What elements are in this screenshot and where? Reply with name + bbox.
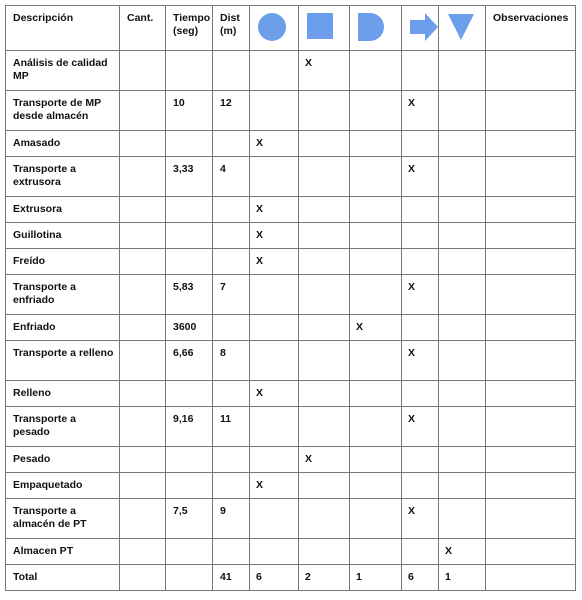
cell-mark bbox=[439, 51, 486, 91]
header-tiempo: Tiempo (seg) bbox=[166, 6, 213, 51]
table-row bbox=[6, 407, 576, 447]
cell-dist bbox=[213, 539, 250, 565]
cell-mark bbox=[350, 407, 402, 447]
table-row bbox=[6, 197, 576, 223]
cell-mark bbox=[299, 157, 350, 197]
cell-mark bbox=[439, 131, 486, 157]
cell-desc: Transporte a pesado bbox=[6, 407, 120, 447]
header-operation bbox=[250, 6, 299, 51]
cell-mark: X bbox=[299, 51, 350, 91]
cell-desc: Total bbox=[6, 565, 120, 591]
cell-mark: X bbox=[250, 131, 299, 157]
cell-mark: 2 bbox=[299, 565, 350, 591]
cell-mark: X bbox=[299, 447, 350, 473]
cell-obs bbox=[486, 249, 576, 275]
cell-tiempo bbox=[166, 473, 213, 499]
cell-obs bbox=[486, 51, 576, 91]
cell-mark bbox=[439, 275, 486, 315]
cell-mark: 6 bbox=[250, 565, 299, 591]
cell-dist: 41 bbox=[213, 565, 250, 591]
cell-mark: 1 bbox=[439, 565, 486, 591]
cell-mark: X bbox=[402, 91, 439, 131]
cell-cant bbox=[120, 131, 166, 157]
cell-mark bbox=[402, 381, 439, 407]
cell-mark: X bbox=[250, 197, 299, 223]
cell-dist: 11 bbox=[213, 407, 250, 447]
cell-desc: Análisis de calidad MP bbox=[6, 51, 120, 91]
cell-mark bbox=[402, 197, 439, 223]
cell-mark bbox=[299, 249, 350, 275]
cell-cant bbox=[120, 499, 166, 539]
cell-obs bbox=[486, 197, 576, 223]
total-row bbox=[6, 565, 576, 591]
cell-mark bbox=[299, 275, 350, 315]
cell-cant bbox=[120, 275, 166, 315]
cell-dist bbox=[213, 381, 250, 407]
cell-cant bbox=[120, 473, 166, 499]
cell-dist bbox=[213, 223, 250, 249]
cell-tiempo bbox=[166, 539, 213, 565]
cell-obs bbox=[486, 315, 576, 341]
cell-mark: X bbox=[402, 499, 439, 539]
cell-mark bbox=[250, 499, 299, 539]
table-row bbox=[6, 249, 576, 275]
table-row bbox=[6, 51, 576, 91]
cell-tiempo: 3,33 bbox=[166, 157, 213, 197]
cell-obs bbox=[486, 539, 576, 565]
cell-mark bbox=[402, 51, 439, 91]
cell-desc: Transporte a enfriado bbox=[6, 275, 120, 315]
d-shape-icon bbox=[357, 12, 385, 42]
cell-cant bbox=[120, 157, 166, 197]
header-inspection bbox=[299, 6, 350, 51]
cell-desc: Transporte de MP desde almacén bbox=[6, 91, 120, 131]
cell-desc: Pesado bbox=[6, 447, 120, 473]
cell-mark bbox=[299, 131, 350, 157]
cell-obs bbox=[486, 341, 576, 381]
table-row bbox=[6, 539, 576, 565]
table-row bbox=[6, 91, 576, 131]
cell-desc: Transporte a relleno bbox=[6, 341, 120, 381]
cell-mark: X bbox=[402, 157, 439, 197]
header-observaciones: Observaciones bbox=[486, 6, 576, 51]
cell-dist: 4 bbox=[213, 157, 250, 197]
cell-tiempo: 10 bbox=[166, 91, 213, 131]
cell-mark bbox=[350, 381, 402, 407]
cell-mark bbox=[250, 157, 299, 197]
cell-cant bbox=[120, 381, 166, 407]
header-cant: Cant. bbox=[120, 6, 166, 51]
cell-obs bbox=[486, 275, 576, 315]
cell-dist bbox=[213, 473, 250, 499]
cell-mark bbox=[299, 539, 350, 565]
cell-desc: Enfriado bbox=[6, 315, 120, 341]
process-chart-table bbox=[5, 5, 576, 591]
triangle-down-icon bbox=[446, 12, 476, 42]
cell-desc: Transporte a extrusora bbox=[6, 157, 120, 197]
table-row bbox=[6, 275, 576, 315]
cell-dist bbox=[213, 447, 250, 473]
cell-tiempo bbox=[166, 249, 213, 275]
cell-dist: 12 bbox=[213, 91, 250, 131]
table-row bbox=[6, 157, 576, 197]
cell-desc: Relleno bbox=[6, 381, 120, 407]
cell-desc: Almacen PT bbox=[6, 539, 120, 565]
cell-mark bbox=[350, 473, 402, 499]
cell-mark bbox=[350, 223, 402, 249]
header-row bbox=[6, 6, 576, 51]
cell-mark bbox=[250, 447, 299, 473]
cell-obs bbox=[486, 381, 576, 407]
table-row bbox=[6, 341, 576, 381]
cell-mark bbox=[402, 249, 439, 275]
cell-mark bbox=[439, 157, 486, 197]
cell-mark bbox=[402, 447, 439, 473]
cell-mark bbox=[350, 131, 402, 157]
cell-tiempo bbox=[166, 381, 213, 407]
cell-mark: 6 bbox=[402, 565, 439, 591]
cell-tiempo: 6,66 bbox=[166, 341, 213, 381]
cell-mark bbox=[439, 249, 486, 275]
cell-cant bbox=[120, 223, 166, 249]
cell-tiempo bbox=[166, 223, 213, 249]
cell-desc: Guillotina bbox=[6, 223, 120, 249]
header-transport bbox=[402, 6, 439, 51]
cell-tiempo: 5,83 bbox=[166, 275, 213, 315]
cell-mark bbox=[350, 51, 402, 91]
cell-desc: Extrusora bbox=[6, 197, 120, 223]
cell-desc: Amasado bbox=[6, 131, 120, 157]
cell-cant bbox=[120, 565, 166, 591]
cell-mark bbox=[439, 473, 486, 499]
cell-mark: X bbox=[250, 473, 299, 499]
arrow-right-icon bbox=[409, 12, 439, 42]
cell-cant bbox=[120, 407, 166, 447]
cell-mark bbox=[350, 249, 402, 275]
square-icon bbox=[306, 12, 334, 40]
cell-mark bbox=[299, 407, 350, 447]
cell-mark bbox=[439, 223, 486, 249]
cell-mark bbox=[250, 315, 299, 341]
cell-obs bbox=[486, 447, 576, 473]
cell-mark: X bbox=[350, 315, 402, 341]
table-row bbox=[6, 223, 576, 249]
cell-tiempo bbox=[166, 565, 213, 591]
cell-mark bbox=[439, 197, 486, 223]
cell-mark bbox=[439, 91, 486, 131]
cell-mark bbox=[250, 275, 299, 315]
cell-obs bbox=[486, 91, 576, 131]
table-row bbox=[6, 447, 576, 473]
cell-mark bbox=[299, 91, 350, 131]
cell-mark: X bbox=[250, 223, 299, 249]
cell-cant bbox=[120, 447, 166, 473]
cell-mark bbox=[250, 539, 299, 565]
cell-dist bbox=[213, 315, 250, 341]
cell-cant bbox=[120, 51, 166, 91]
cell-obs bbox=[486, 157, 576, 197]
cell-dist bbox=[213, 131, 250, 157]
cell-tiempo: 3600 bbox=[166, 315, 213, 341]
cell-mark bbox=[350, 341, 402, 381]
cell-mark bbox=[402, 131, 439, 157]
cell-mark bbox=[402, 473, 439, 499]
cell-tiempo: 9,16 bbox=[166, 407, 213, 447]
cell-mark bbox=[402, 315, 439, 341]
cell-mark: X bbox=[402, 407, 439, 447]
cell-dist: 7 bbox=[213, 275, 250, 315]
cell-cant bbox=[120, 341, 166, 381]
table-row bbox=[6, 381, 576, 407]
cell-mark bbox=[350, 539, 402, 565]
cell-mark bbox=[439, 315, 486, 341]
cell-desc: Transporte a almacén de PT bbox=[6, 499, 120, 539]
cell-desc: Freído bbox=[6, 249, 120, 275]
cell-mark: X bbox=[402, 341, 439, 381]
cell-dist: 9 bbox=[213, 499, 250, 539]
header-storage bbox=[439, 6, 486, 51]
cell-mark bbox=[439, 381, 486, 407]
cell-tiempo bbox=[166, 197, 213, 223]
cell-cant bbox=[120, 91, 166, 131]
cell-cant bbox=[120, 315, 166, 341]
cell-mark bbox=[350, 447, 402, 473]
cell-cant bbox=[120, 197, 166, 223]
cell-mark bbox=[402, 223, 439, 249]
header-descripcion: Descripción bbox=[6, 6, 120, 51]
cell-desc: Empaquetado bbox=[6, 473, 120, 499]
cell-mark bbox=[299, 223, 350, 249]
cell-mark: X bbox=[439, 539, 486, 565]
cell-mark bbox=[439, 499, 486, 539]
cell-mark bbox=[299, 499, 350, 539]
cell-mark bbox=[350, 197, 402, 223]
cell-mark bbox=[350, 91, 402, 131]
cell-tiempo bbox=[166, 51, 213, 91]
cell-mark: 1 bbox=[350, 565, 402, 591]
cell-obs bbox=[486, 499, 576, 539]
cell-mark bbox=[439, 447, 486, 473]
table-row bbox=[6, 131, 576, 157]
cell-mark bbox=[439, 341, 486, 381]
cell-tiempo: 7,5 bbox=[166, 499, 213, 539]
cell-cant bbox=[120, 249, 166, 275]
cell-mark bbox=[299, 341, 350, 381]
cell-dist bbox=[213, 197, 250, 223]
cell-cant bbox=[120, 539, 166, 565]
cell-mark bbox=[402, 539, 439, 565]
table-row bbox=[6, 499, 576, 539]
cell-dist bbox=[213, 249, 250, 275]
cell-tiempo bbox=[166, 447, 213, 473]
table-row bbox=[6, 473, 576, 499]
cell-dist bbox=[213, 51, 250, 91]
cell-mark bbox=[299, 473, 350, 499]
cell-tiempo bbox=[166, 131, 213, 157]
cell-mark bbox=[299, 197, 350, 223]
cell-obs bbox=[486, 223, 576, 249]
cell-obs bbox=[486, 565, 576, 591]
cell-dist: 8 bbox=[213, 341, 250, 381]
cell-mark bbox=[250, 341, 299, 381]
cell-mark: X bbox=[402, 275, 439, 315]
cell-mark bbox=[250, 407, 299, 447]
cell-mark bbox=[250, 91, 299, 131]
cell-mark bbox=[250, 51, 299, 91]
cell-obs bbox=[486, 407, 576, 447]
cell-mark bbox=[350, 157, 402, 197]
cell-mark bbox=[299, 381, 350, 407]
cell-obs bbox=[486, 473, 576, 499]
cell-mark bbox=[439, 407, 486, 447]
cell-mark bbox=[350, 499, 402, 539]
cell-mark bbox=[299, 315, 350, 341]
circle-icon bbox=[257, 12, 287, 42]
header-delay bbox=[350, 6, 402, 51]
cell-mark: X bbox=[250, 249, 299, 275]
cell-mark: X bbox=[250, 381, 299, 407]
cell-obs bbox=[486, 131, 576, 157]
cell-mark bbox=[350, 275, 402, 315]
table-row bbox=[6, 315, 576, 341]
header-dist: Dist (m) bbox=[213, 6, 250, 51]
